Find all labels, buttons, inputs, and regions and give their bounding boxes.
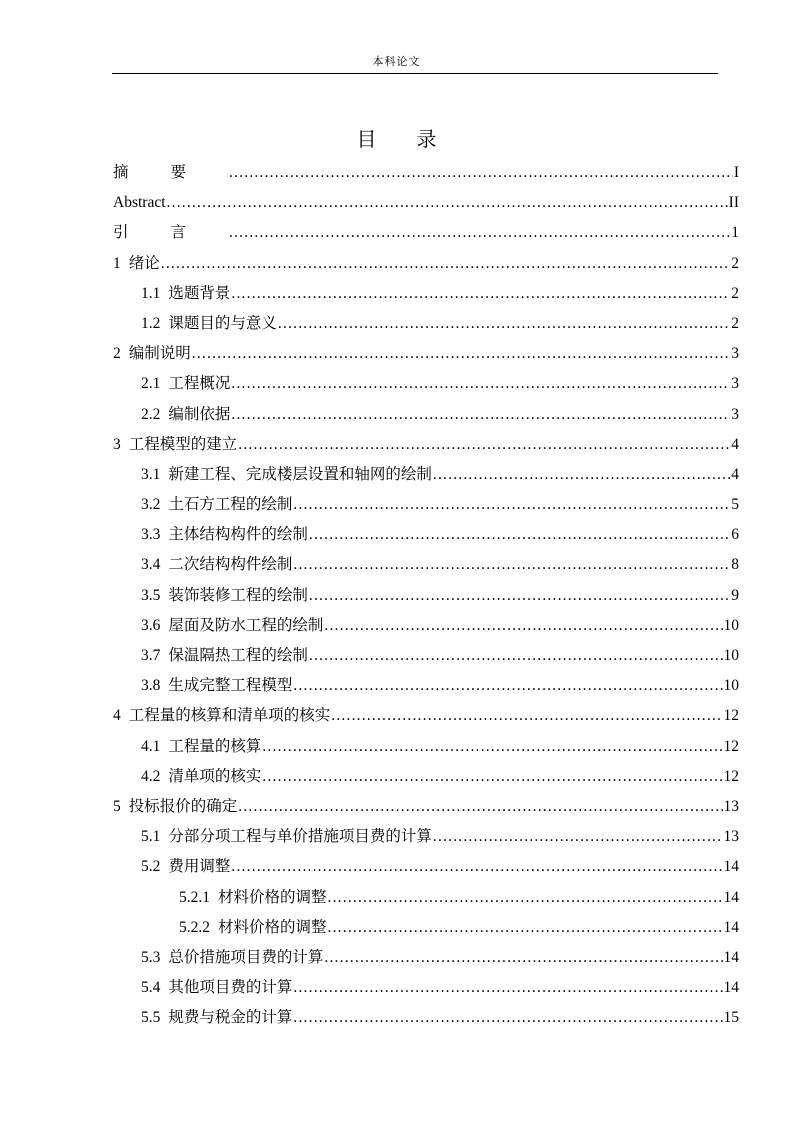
toc-entry-page: 13 — [723, 797, 739, 815]
toc-entry[interactable] — [113, 279, 739, 309]
toc-entry[interactable] — [113, 973, 739, 1003]
dot-leader — [238, 430, 730, 460]
toc-entry[interactable] — [113, 913, 739, 943]
toc-entry[interactable] — [113, 611, 739, 641]
toc-entry-page: 2 — [731, 314, 739, 332]
toc-entry-page: 2 — [731, 254, 739, 272]
toc-entry-label: 工程量的核算和清单项的核实 — [128, 707, 331, 725]
toc-entry-page: 10 — [723, 616, 739, 634]
toc-entry-number: 5.1 — [141, 828, 161, 846]
toc-entry-label: 土石方工程的绘制 — [168, 496, 293, 514]
toc-entry-label: 清单项的核实 — [168, 767, 262, 785]
toc-entry-number: 3.4 — [141, 556, 161, 574]
toc-entry-number: 3.5 — [141, 586, 161, 604]
dot-leader — [262, 732, 722, 762]
dot-leader — [331, 701, 722, 731]
dot-leader — [231, 400, 730, 430]
toc-entry-label: 屋面及防水工程的绘制 — [168, 616, 324, 634]
toc-entry-page: 2 — [731, 284, 739, 302]
toc-entry[interactable] — [113, 852, 739, 882]
dot-leader — [293, 671, 722, 701]
toc-entry-label: 分部分项工程与单价措施项目费的计算 — [168, 828, 432, 846]
toc-entry-label: 其他项目费的计算 — [168, 979, 293, 997]
toc-entry[interactable] — [113, 822, 739, 852]
toc-entry-page: 4 — [731, 465, 739, 483]
toc-entry-label: 生成完整工程模型 — [168, 677, 293, 695]
dot-leader — [293, 550, 730, 580]
toc-entry[interactable] — [113, 520, 739, 550]
toc-entry[interactable] — [113, 581, 739, 611]
toc-entry-page: 14 — [723, 948, 739, 966]
toc-entry-page: 5 — [731, 496, 739, 514]
toc-entry-number: 2.1 — [141, 375, 161, 393]
dot-leader — [192, 339, 730, 369]
toc-entry-label: 保温隔热工程的绘制 — [168, 647, 308, 664]
dot-leader — [324, 611, 722, 641]
toc-entry-label: 工程量的核算 — [168, 737, 262, 755]
toc-entry-label: 引言 — [113, 224, 229, 242]
toc-entry-number: 2 — [113, 345, 121, 363]
toc-entry-page: 10 — [723, 647, 739, 664]
toc-entry-label: 材料价格的调整 — [218, 888, 327, 906]
toc-entry-number: 4 — [113, 707, 121, 725]
toc-entry-number: 5.4 — [141, 979, 161, 997]
dot-leader — [231, 852, 722, 882]
toc-entry[interactable] — [113, 732, 739, 762]
dot-leader — [231, 369, 730, 399]
toc-entry-label: 课题目的与意义 — [168, 314, 277, 332]
toc-entry[interactable] — [113, 158, 739, 188]
toc-entry-page: 14 — [723, 858, 739, 876]
toc-entry-label: 工程模型的建立 — [128, 435, 238, 453]
toc-entry[interactable] — [113, 792, 739, 822]
toc-entry[interactable] — [113, 460, 739, 490]
toc-entry-number: 5 — [113, 797, 121, 815]
toc-entry-label: 编制依据 — [168, 405, 231, 423]
dot-leader — [309, 520, 730, 550]
toc-entry-label: 新建工程、完成楼层设置和轴网的绘制 — [168, 465, 432, 483]
dot-leader — [293, 973, 722, 1003]
toc-title — [0, 126, 793, 154]
toc-entry-number: 3.1 — [141, 465, 161, 483]
toc-entry-page: 14 — [723, 918, 739, 936]
toc-entry-label: 摘要 — [113, 164, 229, 181]
toc-entry-page: 14 — [723, 979, 739, 997]
toc-entry-label: 装饰装修工程的绘制 — [168, 586, 308, 604]
toc-entry[interactable] — [113, 641, 739, 671]
toc-entry-label: 编制说明 — [128, 345, 191, 363]
toc-entry-page: 13 — [723, 828, 739, 846]
dot-leader — [293, 1003, 722, 1033]
toc-entry-number: 3.8 — [141, 677, 161, 695]
dot-leader — [229, 218, 730, 248]
toc-title-right: 录 — [416, 129, 437, 151]
toc-entry-label: 总价措施项目费的计算 — [168, 948, 324, 966]
toc-entry-label: 工程概况 — [168, 375, 231, 393]
toc-entry-number: 3.2 — [141, 496, 161, 514]
toc-entry-number: 1 — [113, 254, 121, 272]
toc-entry-page: 4 — [731, 435, 739, 453]
toc-entry-page: 8 — [731, 556, 739, 574]
toc-entry-page: 12 — [723, 707, 739, 725]
toc-entry[interactable] — [113, 550, 739, 580]
toc-entry-page: 12 — [723, 767, 739, 785]
toc-title-left: 目 — [356, 129, 377, 151]
toc-entry[interactable] — [113, 249, 739, 279]
toc-entry-number: 3.3 — [141, 526, 161, 544]
toc-entry-label: 费用调整 — [168, 858, 231, 876]
dot-leader — [293, 490, 730, 520]
dot-leader — [328, 913, 723, 943]
toc-entry-page: 9 — [731, 586, 739, 604]
dot-leader — [229, 158, 733, 188]
dot-leader — [278, 309, 730, 339]
toc-entry-number: 5.3 — [141, 948, 161, 966]
toc-entry-number: 2.2 — [141, 405, 161, 423]
toc-entry-label: 主体结构构件的绘制 — [168, 526, 308, 544]
toc-entry-number: 3.6 — [141, 616, 161, 634]
dot-leader — [161, 249, 730, 279]
toc-entry-page: 14 — [723, 888, 739, 906]
toc-entry[interactable] — [113, 400, 739, 430]
toc-entry-number: 1.2 — [141, 314, 161, 332]
toc-entry-number: 4.1 — [141, 737, 161, 755]
toc-entry-page: 3 — [731, 375, 739, 393]
toc-entry-page: 6 — [731, 526, 739, 544]
toc-entry-page: 12 — [723, 737, 739, 755]
table-of-contents — [113, 158, 739, 1033]
toc-entry-page: II — [728, 194, 739, 212]
toc-entry-label: 规费与税金的计算 — [168, 1009, 293, 1027]
toc-entry-number: 5.2.2 — [179, 918, 210, 936]
toc-entry-page: 1 — [731, 224, 739, 242]
toc-entry[interactable] — [113, 671, 739, 701]
toc-entry[interactable] — [113, 943, 739, 973]
toc-entry-page: 10 — [723, 677, 739, 695]
toc-entry[interactable] — [113, 309, 739, 339]
toc-entry-number: 3.7 — [141, 647, 161, 664]
toc-entry-page: 15 — [723, 1009, 739, 1027]
toc-entry[interactable] — [113, 701, 739, 731]
toc-entry-number: 3 — [113, 435, 121, 453]
dot-leader — [231, 279, 730, 309]
dot-leader — [238, 792, 722, 822]
toc-entry-page: 3 — [731, 405, 739, 423]
toc-entry[interactable] — [113, 490, 739, 520]
dot-leader — [309, 581, 730, 611]
toc-entry[interactable] — [113, 339, 739, 369]
dot-leader — [328, 883, 723, 913]
dot-leader — [433, 460, 730, 490]
toc-entry-number: 4.2 — [141, 767, 161, 785]
toc-entry-label: 绪论 — [128, 254, 160, 272]
header-divider — [112, 73, 718, 74]
dot-leader — [167, 188, 728, 218]
toc-entry-label: 投标报价的确定 — [128, 797, 238, 815]
toc-entry[interactable] — [113, 762, 739, 792]
toc-entry[interactable] — [113, 218, 739, 248]
toc-entry[interactable] — [113, 369, 739, 399]
dot-leader — [324, 943, 722, 973]
toc-entry-label: 材料价格的调整 — [218, 918, 327, 936]
toc-entry-number: 5.5 — [141, 1009, 161, 1027]
toc-entry-label: 选题背景 — [168, 284, 231, 302]
toc-entry-label: Abstract — [113, 194, 166, 212]
toc-entry-page: 3 — [731, 345, 739, 363]
dot-leader — [309, 641, 723, 671]
dot-leader — [262, 762, 722, 792]
toc-entry-number: 1.1 — [141, 284, 161, 302]
toc-entry[interactable] — [113, 1003, 739, 1033]
page-header: 本科论文 — [372, 56, 421, 68]
toc-entry-number: 5.2 — [141, 858, 161, 876]
toc-entry[interactable] — [113, 430, 739, 460]
toc-entry[interactable] — [113, 883, 739, 913]
toc-entry-page: I — [733, 164, 739, 181]
toc-entry-number: 5.2.1 — [179, 888, 210, 906]
toc-entry[interactable] — [113, 188, 739, 218]
toc-entry-label: 二次结构构件绘制 — [168, 556, 293, 574]
dot-leader — [433, 822, 723, 852]
